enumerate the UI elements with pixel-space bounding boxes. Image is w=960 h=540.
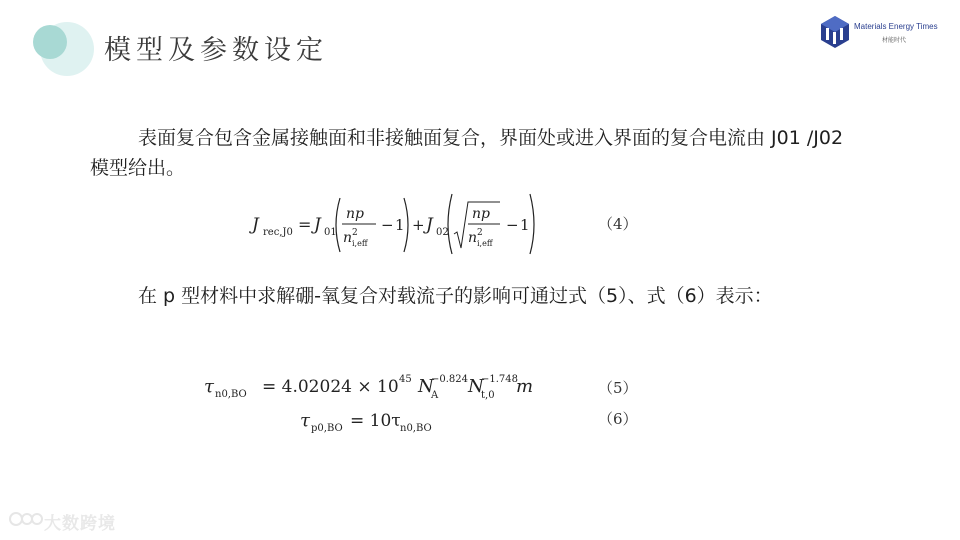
watermark-logo-icon: [8, 507, 48, 531]
equation-5: [204, 368, 534, 404]
eq4-j01: J: [314, 215, 321, 235]
eq5-na-exp: −0.824: [431, 374, 469, 385]
equation-4: [248, 190, 548, 256]
decorative-circle-dark: [33, 25, 67, 59]
watermark-text: 大数跨境: [44, 514, 116, 534]
eq6-rhs: = 10τ: [350, 411, 401, 431]
logo-name: Materials Energy Times: [854, 22, 938, 31]
eq5-tau-sub: n0,BO: [215, 389, 247, 400]
eq5-na: N: [418, 376, 434, 397]
eq5-tau: τ: [204, 376, 214, 397]
paragraph-boron-oxygen: [90, 281, 850, 311]
eq6-tau: τ: [300, 410, 310, 431]
page-title: 模型及参数设定: [104, 35, 328, 66]
eq4-lhs: J: [252, 215, 259, 235]
eq5-m: m: [516, 376, 534, 397]
equation-4-number: （4）: [598, 215, 638, 233]
eq4-denominator-1: n: [343, 230, 353, 246]
eq4-j02-sub: 02: [436, 227, 449, 238]
eq4-den-sup-1: 2: [352, 228, 358, 238]
svg-text:−: −: [506, 216, 519, 234]
eq6-rhs-sub: n0,BO: [400, 423, 432, 434]
eq4-den-sub-2: i,eff: [477, 239, 493, 248]
svg-text:−: −: [381, 216, 394, 234]
equation-6-number: （6）: [598, 410, 638, 428]
eq4-den-sub-1: i,eff: [352, 239, 368, 248]
logo-cube-icon: [820, 15, 850, 49]
eq6-tau-sub: p0,BO: [311, 423, 343, 434]
eq4-den-sup-2: 2: [477, 228, 483, 238]
svg-text:1: 1: [395, 216, 405, 234]
eq4-j02: J: [426, 215, 433, 235]
svg-text:=: =: [298, 215, 312, 234]
eq4-denominator-2: n: [468, 230, 478, 246]
svg-text:1: 1: [520, 216, 530, 234]
eq5-exponent: 45: [399, 374, 412, 385]
paragraph-1-text: 表面复合包含金属接触面和非接触面复合，界面处或进入界面的复合电流由 J01 /J02 模型给出。: [90, 127, 844, 179]
logo-subtitle: 材能时代: [882, 37, 907, 44]
eq4-numerator-1: np: [346, 206, 364, 222]
eq5-nt-sub: t,0: [481, 390, 495, 401]
company-logo: [820, 15, 950, 49]
eq5-nt-exp: −1.748: [481, 374, 519, 385]
eq5-nt: N: [468, 376, 484, 397]
eq4-lhs-sub: rec,J0: [263, 227, 293, 238]
paragraph-2-text: 在 p 型材料中求解硼-氧复合对载流子的影响可通过式（5）、式（6）表示：: [138, 285, 773, 307]
svg-text:+: +: [412, 216, 425, 234]
eq4-j01-sub: 01: [324, 227, 337, 238]
equation-6: [300, 402, 460, 438]
eq5-coefficient: = 4.02024 × 10: [262, 377, 399, 397]
equation-5-number: （5）: [598, 379, 638, 397]
paragraph-surface-recombination: [90, 123, 850, 183]
eq4-numerator-2: np: [472, 206, 490, 222]
eq5-na-sub: A: [431, 390, 439, 401]
